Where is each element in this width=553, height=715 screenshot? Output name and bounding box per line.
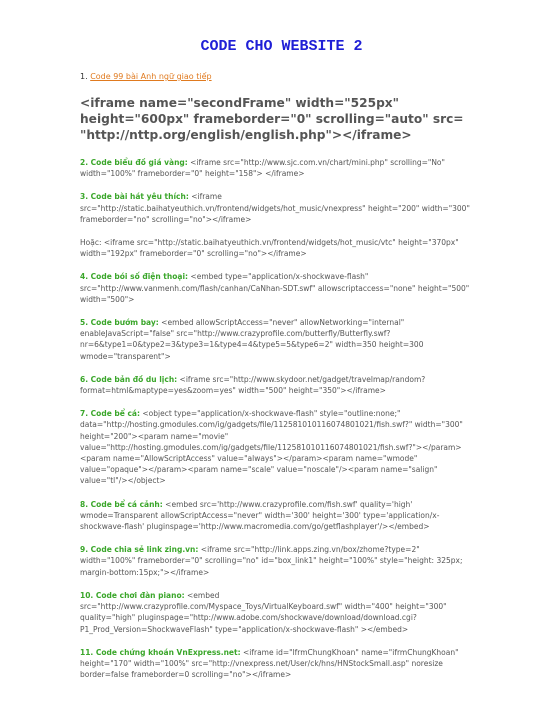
section-code: Hoặc: <iframe src="http://static.baihatyeuthich.vn/frontend/widgets/hot_music/vtc" height="370px" width="192px" frameborder="0" scrolling="no"></iframe> (80, 238, 459, 259)
section-label: 3. Code bài hát yêu thích: (80, 192, 189, 202)
code-section (80, 647, 475, 681)
code-sections (80, 157, 475, 680)
section-code: <embed allowScriptAccess="never" allowNetworking="internal" enableJavaScript="false" src="http://www.crazyprofile.com/butterfly/Butterfly.swf?nr=6&type1=0&type2=3&type3=1&type4=4&type5=5&type6=2" width=350 height=300 wmode="transparent"> (80, 318, 424, 361)
section-code: <iframe id="lfrmChungKhoan" name="ifrmChungKhoan" height="170" width="100%" src="http://vnexpress.net/User/ck/hns/HNStockSmall.asp" noresize border=false frameborder=0 scrolling="no"></iframe> (80, 647, 459, 680)
document-page (80, 38, 475, 692)
section-code: <embed src='http://www.crazyprofile.com/fish.swf' quality='high' wmode=Transparent allowScriptAccess="never" width='300' height='300' type='application/x-shockwave-flash' pluginspage='http://www.macromedia.com/go/getflashplayer'/></embed> (80, 499, 440, 532)
code-section (80, 544, 475, 578)
code-section (80, 191, 475, 225)
section-code: <object type="application/x-shockwave-flash" style="outline:none;" data="http://hosting.gmodules.com/ig/gadgets/file/112581010116074801021/fish.swf?" width="300" height="200"><param name="movie" value="http://hosting.gmodules.com/ig/gadgets/file/112581010116074801021/fish.swf?"></param><param name="AllowScriptAccess" value="always"></param><param name="wmode" value="opaque"></param><param name="scale" value="noscale"/><param name="salign" value="tl"/></object> (80, 409, 463, 486)
section-label: 7. Code bể cá: (80, 409, 140, 419)
section-code: <embed src="http://www.crazyprofile.com/Myspace_Toys/VirtualKeyboard.swf" width="400" height="300" quality="high" pluginspage="http://www.adobe.com/shockwave/download/download.cgi?P1_Prod_Version=ShockwaveFlash" type="application/x-shockwave-flash" ></embed> (80, 590, 447, 634)
list-item-1 (80, 72, 475, 81)
code-section (80, 237, 475, 259)
section-label: 4. Code bói số điện thoại: (80, 272, 189, 282)
section-label: 11. Code chứng khoán VnExpress.net: (80, 647, 241, 657)
code-section (80, 317, 475, 362)
anh-ngu-link[interactable]: Code 99 bài Anh ngữ giao tiếp (90, 72, 212, 81)
code-section (80, 157, 475, 179)
code-section (80, 499, 475, 533)
code-section (80, 408, 475, 486)
section-label: 8. Code bể cá cảnh: (80, 499, 163, 509)
section-label: 5. Code bướm bay: (80, 318, 159, 328)
code-section (80, 271, 475, 305)
page-title: CODE CHO WEBSITE 2 (200, 38, 363, 55)
section-code: <iframe src="http://static.baihatyeuthich.vn/frontend/widgets/hot_music/vnexpress" height="200" width="300" frameborder="no" scrolling="no"></iframe> (80, 192, 470, 224)
code-section (80, 590, 475, 635)
code-section (80, 374, 475, 396)
section-code: <embed type="application/x-shockwave-flash" src="http://www.vanmenh.com/flash/canhan/CaNhan-SDT.swf" allowscriptaccess="none" height="500" width="500"> (80, 272, 470, 304)
item-number: 1. (80, 72, 88, 81)
iframe-code-heading: <iframe name="secondFrame" width="525px" height="600px" frameborder="0" scrolling="auto" src= "http://nttp.org/english/english.php"></iframe> (80, 96, 464, 142)
section-code: <iframe src="http://www.sjc.com.vn/chart/mini.php" scrolling="No" width="100%" frameborder="0" height="158"> </iframe> (80, 158, 445, 179)
section-label: 2. Code biểu đồ giá vàng: (80, 158, 188, 167)
section-code: <iframe src="http://link.apps.zing.vn/box/zhome?type=2" width="100%" frameborder="0" scrolling="no" id="box_link1" height="100%" style="height: 325px; margin-bottom:15px;"></iframe> (80, 545, 463, 577)
section-label: 9. Code chia sẻ link zing.vn: (80, 545, 199, 555)
section-label: 6. Code bản đồ du lịch: (80, 374, 178, 384)
section-label: 10. Code chơi đàn piano: (80, 590, 185, 600)
section-code: <iframe src="http://www.skydoor.net/gadget/travelmap/random?format=html&maptype=yes&zoom=yes" width="500" height="350"></iframe> (80, 374, 426, 396)
